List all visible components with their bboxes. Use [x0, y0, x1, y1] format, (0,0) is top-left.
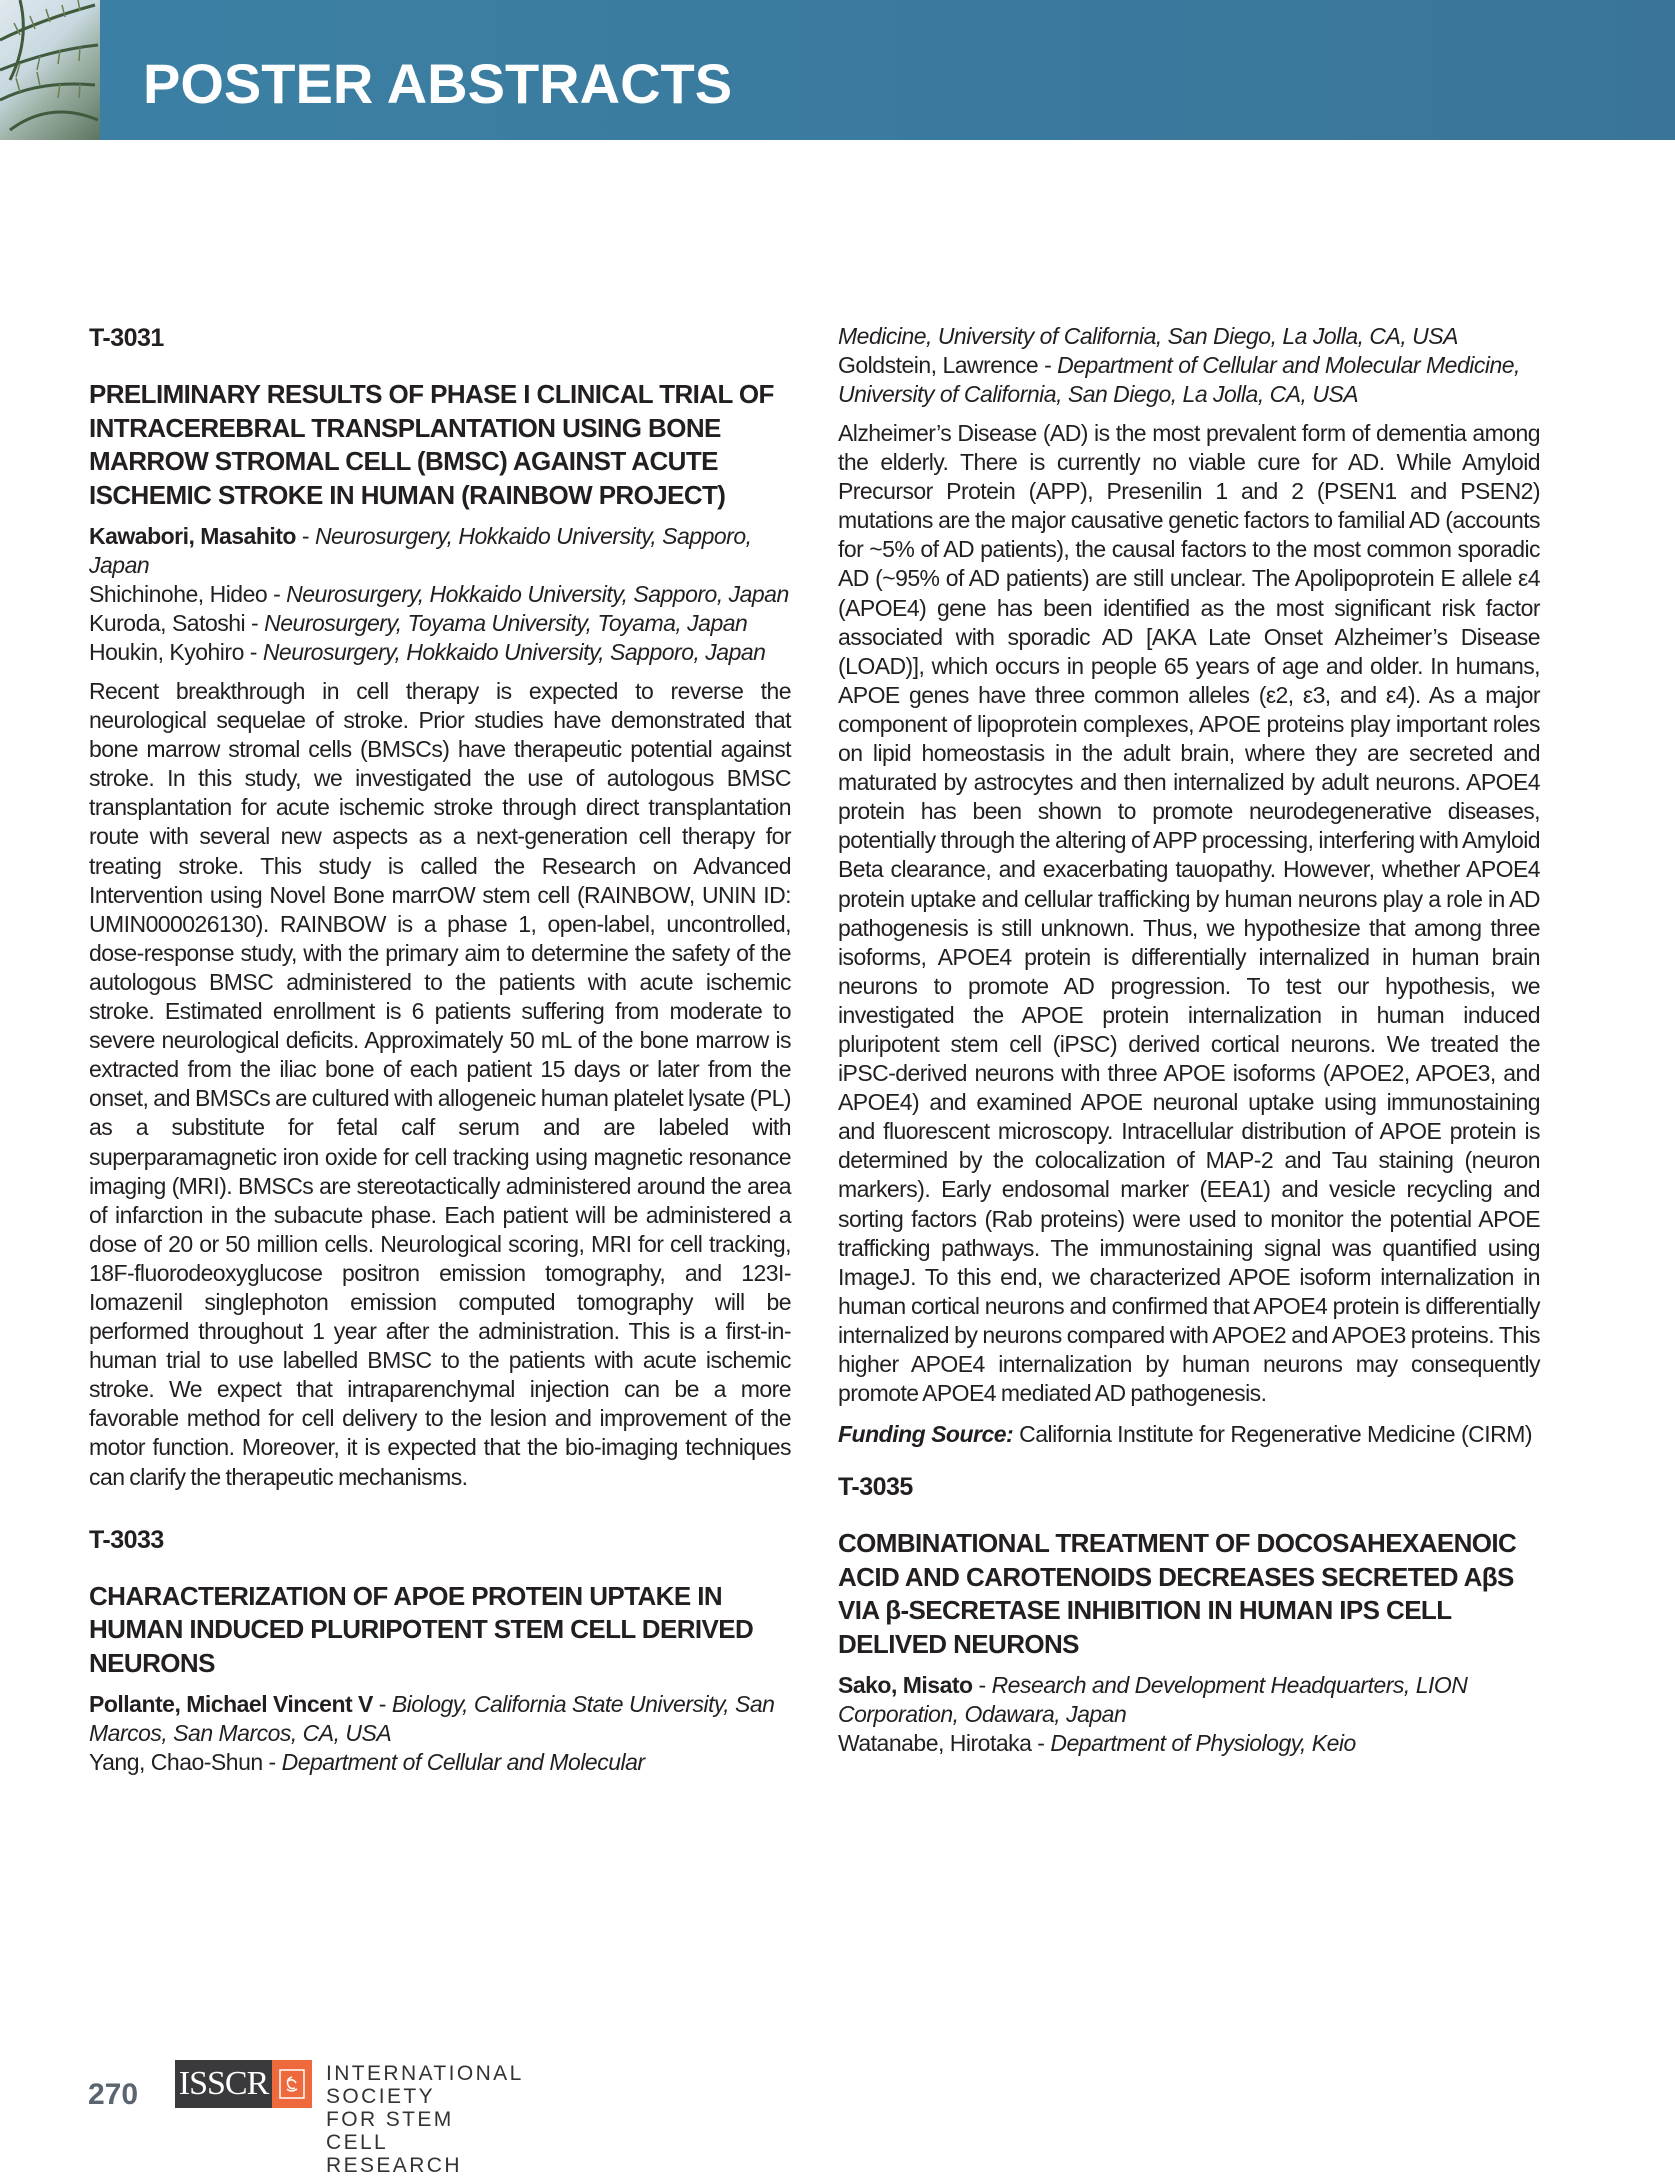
author-name: Yang, Chao-Shun — [89, 1749, 263, 1776]
funding-label: Funding Source: — [838, 1421, 1014, 1448]
author-entry: Goldstein, Lawrence - Department of Cellular and Molecular Medicine, University of California, San Diego, La Jolla, CA, USA — [838, 352, 1520, 407]
author-name: Sako, Misato — [838, 1672, 973, 1699]
abstract-title: CHARACTERIZATION OF APOE PROTEIN UPTAKE IN HUMAN INDUCED PLURIPOTENT STEM CELL DERIVED NEURONS — [89, 1580, 754, 1678]
author-name: Goldstein, Lawrence — [838, 352, 1039, 378]
left-column — [89, 322, 791, 1787]
funding-source — [838, 1420, 1540, 1449]
author-affiliation: Department of Cellular and Molecular Medicine, University of California, San Diego, La Jolla, CA, USA — [838, 352, 1520, 407]
author-name: Houkin, Kyohiro — [89, 639, 244, 665]
author-affiliation: Biology, California State University, San Marcos, San Marcos, CA, USA — [89, 1691, 775, 1747]
author-entry: Pollante, Michael Vincent V - Biology, California State University, San Marcos, San Marcos, CA, USA — [89, 1691, 775, 1747]
abstract-t3033 — [89, 1524, 791, 1778]
author-affiliation: Medicine, University of California, San Diego, La Jolla, CA, USA — [838, 323, 1458, 349]
author-list — [89, 522, 791, 667]
isscr-logo: ISSCR — [175, 2060, 272, 2108]
author-name: Kuroda, Satoshi — [89, 610, 246, 636]
abstract-id: T-3033 — [89, 1525, 164, 1554]
abstract-t3031 — [89, 322, 791, 1492]
author-entry: Kuroda, Satoshi - Neurosurgery, Toyama University, Toyama, Japan — [89, 610, 748, 636]
author-affiliation: Department of Physiology, Keio — [1050, 1730, 1356, 1757]
page-number: 270 — [88, 2078, 139, 2111]
abstract-id: T-3035 — [838, 1473, 913, 1502]
isscr-logo-mark-icon — [272, 2060, 312, 2108]
abstract-title: PRELIMINARY RESULTS OF PHASE I CLINICAL TRIAL OF INTRACEREBRAL TRANSPLANTATION USING BONE MARROW STROMAL CELL (BMSC) AGAINST ACUTE ISCHEMIC STROKE IN HUMAN (RAINBOW PROJECT) — [89, 379, 774, 510]
organization-name — [326, 2062, 523, 2177]
author-list — [838, 1671, 1540, 1758]
author-list-continued — [838, 322, 1540, 409]
org-line-1: INTERNATIONAL SOCIETY — [326, 2062, 523, 2108]
author-affiliation: Research and Development Headquarters, LION Corporation, Odawara, Japan — [838, 1672, 1468, 1728]
abstract-id: T-3031 — [89, 324, 164, 352]
author-affiliation: Neurosurgery, Hokkaido University, Sapporo, Japan — [89, 523, 752, 578]
page-section-title: POSTER ABSTRACTS — [143, 52, 733, 115]
author-name: Shichinohe, Hideo — [89, 581, 268, 607]
funding-value: California Institute for Regenerative Medicine (CIRM) — [1019, 1421, 1533, 1448]
author-affiliation: Department of Cellular and Molecular — [281, 1749, 645, 1776]
author-name: Pollante, Michael Vincent V — [89, 1691, 373, 1718]
author-entry: Shichinohe, Hideo - Neurosurgery, Hokkaido University, Sapporo, Japan — [89, 581, 789, 607]
header-banner — [0, 0, 1675, 140]
right-column — [838, 322, 1540, 1768]
author-name: Watanabe, Hirotaka — [838, 1730, 1032, 1757]
author-entry: Kawabori, Masahito - Neurosurgery, Hokkaido University, Sapporo, Japan — [89, 523, 752, 578]
abstract-t3035 — [838, 1471, 1540, 1758]
author-entry: Houkin, Kyohiro - Neurosurgery, Hokkaido University, Sapporo, Japan — [89, 639, 766, 665]
abstract-title: COMBINATIONAL TREATMENT OF DOCOSAHEXAENOIC ACID AND CAROTENOIDS DECREASES SECRETED AβS VIA β-SECRETASE INHIBITION IN HUMAN IPS CELL DELIVED NEURONS — [838, 1528, 1517, 1659]
author-affiliation: Neurosurgery, Hokkaido University, Sapporo, Japan — [262, 639, 766, 665]
abstract-body: Alzheimer’s Disease (AD) is the most prevalent form of dementia among the elderly. There is currently no viable cure for AD. While Amyloid Precursor Protein (APP), Presenilin 1 and 2 (PSEN1 and PSEN2) mutations are the major causative genetic factors to familial AD (accounts for ~5% of AD patients), the causal factors to the most common sporadic AD (~95% of AD patients) are still unclear. The Apolipoprotein E allele ε4 (APOE4) gene has been identified as the most significant risk factor associated with sporadic AD [AKA Late Onset Alzheimer’s Disease (LOAD)], which occurs in people 65 years of age and older. In humans, APOE genes have three common alleles (ε2, ε3, and ε4). As a major component of lipoprotein complexes, APOE proteins play important roles on lipid homeostasis in the adult brain, where they are secreted and maturated by astrocytes and then internalized by adult neurons. APOE4 protein has been shown to promote neurodegenerative diseases, potentially through the altering of APP processing, interfering with Amyloid Beta clearance, and exacerbating tauopathy. However, whether APOE4 protein uptake and cellular trafficking by human neurons play a role in AD pathogenesis is still unknown. Thus, we hypothesize that among three isoforms, APOE4 protein is differentially internalized in human brain neurons to promote AD progression. To test our hypothesis, we investigated the APOE protein internalization in human induced pluripotent stem cell (iPSC) derived cortical neurons. We treated the iPSC-derived neurons with three APOE isoforms (APOE2, APOE3, and APOE4) and examined APOE neuronal uptake using immunostaining and fluorescent microscopy. Intracellular distribution of APOE protein is determined by the colocalization of MAP-2 and Tau staining (neuron markers). Early endosomal marker (EEA1) and vesicle recycling and sorting factors (Rab proteins) were used to monitor the potential APOE trafficking pathways. The immunostaining signal was quantified using ImageJ. To this end, we characterized APOE isoform internalization in human cortical neurons and confirmed that APOE4 protein is differentially internalized by neurons compared with APOE2 and APOE3 proteins. This higher APOE4 internalization by human neurons may consequently promote APOE4 mediated AD pathogenesis. — [838, 420, 1540, 1407]
abstract-body: Recent breakthrough in cell therapy is expected to reverse the neurological sequelae of stroke. Prior studies have demonstrated that bone marrow stromal cells (BMSCs) have therapeutic potential against stroke. In this study, we investigated the use of autologous BMSC transplantation for acute ischemic stroke through direct transplantation route with several new aspects as a next-generation cell therapy for treating stroke. This study is called the Research on Advanced Intervention using Novel Bone marrOW stem cell (RAINBOW, UNIN ID: UMIN000026130). RAINBOW is a phase 1, open-label, uncontrolled, dose-response study, with the primary aim to determine the safety of the autologous BMSC administered to the patients with acute ischemic stroke. Estimated enrollment is 6 patients suffering from moderate to severe neurological deficits. Approximately 50 mL of the bone marrow is extracted from the iliac bone of each patient 15 days or later from the onset, and BMSCs are cultured with allogeneic human platelet lysate (PL) as a substitute for fetal calf serum and are labeled with superparamagnetic iron oxide for cell tracking using magnetic resonance imaging (MRI). BMSCs are stereotactically administered around the area of infarction in the subacute phase. Each patient will be administered a dose of 20 or 50 million cells. Neurological scoring, MRI for cell tracking, 18F-fluorodeoxyglucose positron emission tomography, and 123I-Iomazenil singlephoton emission computed tomography will be performed throughout 1 year after the administration. This is a first-in-human trial to use labelled BMSC to the patients with acute ischemic stroke. We expect that intraparenchymal injection can be a more favorable method for cell delivery to the lesion and improvement of the motor function. Moreover, it is expected that the bio-imaging techniques can clarify the therapeutic mechanisms. — [89, 678, 791, 1490]
org-line-2: FOR STEM CELL RESEARCH — [326, 2108, 462, 2177]
author-name: Kawabori, Masahito — [89, 523, 296, 549]
author-affiliation: Neurosurgery, Toyama University, Toyama, Japan — [264, 610, 748, 636]
author-list — [89, 1690, 791, 1777]
author-affiliation: Neurosurgery, Hokkaido University, Sapporo, Japan — [286, 581, 789, 607]
author-entry: Sako, Misato - Research and Development Headquarters, LION Corporation, Odawara, Japan — [838, 1672, 1468, 1728]
author-entry: Watanabe, Hirotaka - Department of Physiology, Keio — [838, 1730, 1356, 1757]
palm-tree-image — [0, 0, 100, 140]
author-entry: Yang, Chao-Shun - Department of Cellular and Molecular — [89, 1749, 645, 1776]
